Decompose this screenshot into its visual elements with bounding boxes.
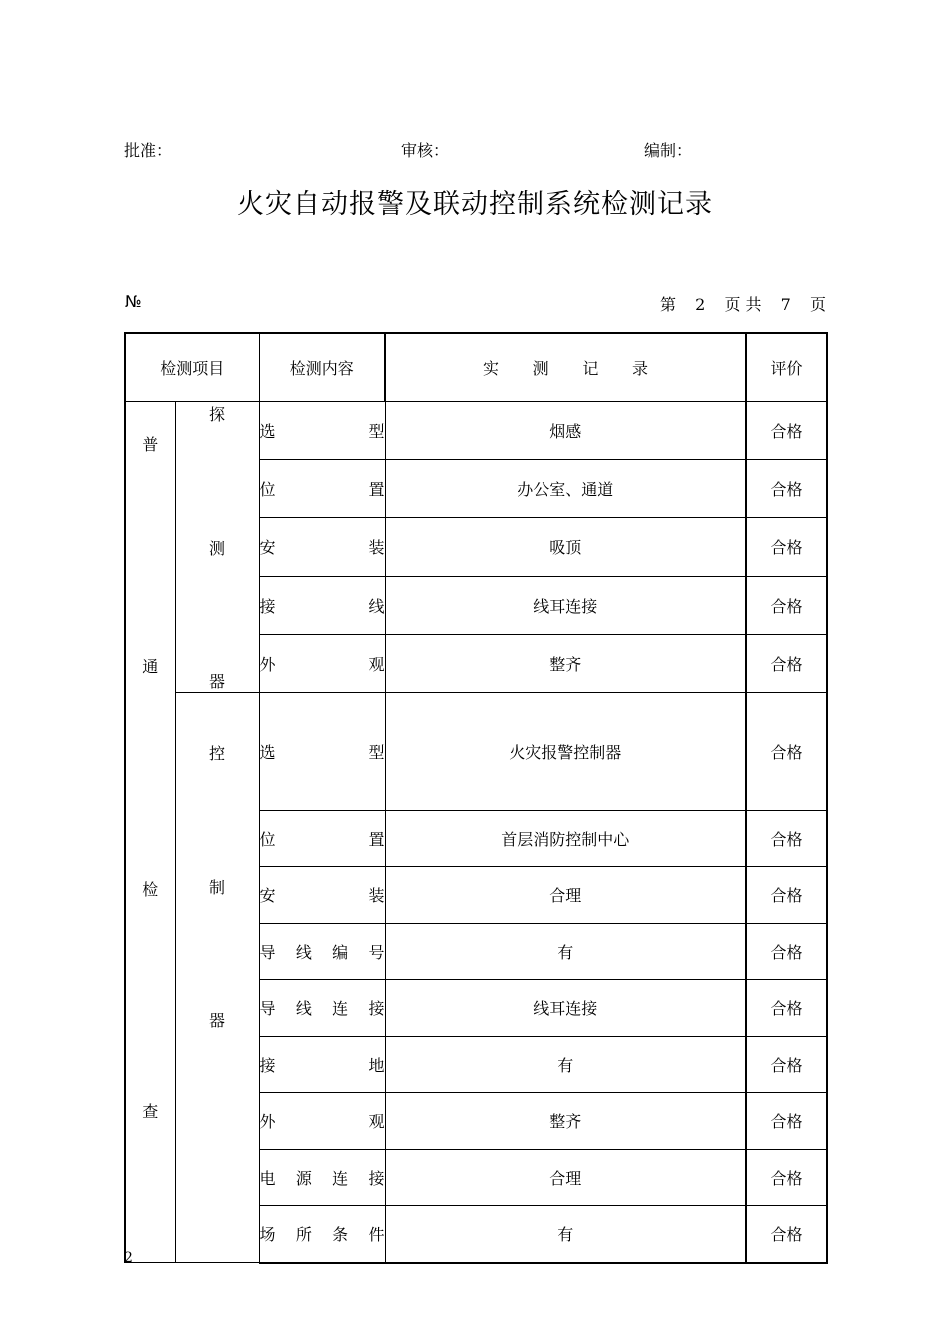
cell-content (259, 1036, 385, 1093)
cell-content (259, 867, 385, 924)
cell-content-char: 条 (332, 1225, 349, 1245)
subgroup-controller (175, 693, 259, 1263)
cell-content (259, 810, 385, 867)
cell-content-char: 观 (368, 1112, 385, 1132)
cell-content-char: 装 (368, 886, 385, 906)
prepare-label: 编制： (644, 141, 693, 160)
cell-content-char: 位 (259, 480, 276, 500)
cell-evaluation: 合格 (746, 576, 827, 634)
page-info-mid: 页 共 (724, 295, 762, 314)
cell-content (259, 518, 385, 576)
cell-content-char: 型 (368, 422, 385, 442)
cell-content-char: 连 (332, 1168, 349, 1188)
subgroup-detector-char: 探 (209, 405, 226, 424)
cell-record: 整齐 (385, 634, 746, 692)
cell-content-char: 接 (368, 1168, 385, 1188)
subgroup-controller-char: 器 (209, 1011, 226, 1030)
cell-content-char: 外 (259, 654, 276, 674)
cell-evaluation: 合格 (746, 867, 827, 924)
cell-content-char: 型 (368, 742, 385, 762)
cell-content-char: 电 (259, 1168, 276, 1188)
group-general-inspection-char: 检 (142, 879, 159, 899)
header-record-char: 测 (532, 359, 549, 378)
group-general-inspection-char: 通 (142, 657, 159, 677)
cell-content-char: 导 (259, 999, 276, 1019)
subgroup-controller-char: 制 (209, 877, 226, 897)
cell-record: 线耳连接 (385, 980, 746, 1037)
cell-content-char: 外 (259, 1112, 276, 1132)
cell-evaluation: 合格 (746, 634, 827, 692)
header-record-char: 记 (582, 359, 599, 378)
cell-content-char: 源 (295, 1168, 312, 1188)
page-info-current: 2 (695, 295, 706, 314)
cell-evaluation: 合格 (746, 402, 827, 460)
cell-record: 有 (385, 923, 746, 980)
review-label: 审核： (401, 141, 450, 160)
header-record-char: 录 (631, 359, 648, 378)
cell-content (259, 634, 385, 692)
cell-record: 办公室、通道 (385, 460, 746, 518)
cell-content (259, 1093, 385, 1150)
cell-content-char: 观 (368, 654, 385, 674)
cell-evaluation: 合格 (746, 810, 827, 867)
cell-evaluation: 合格 (746, 693, 827, 811)
subgroup-detector-char: 器 (209, 672, 226, 691)
cell-evaluation: 合格 (746, 518, 827, 576)
header-record (385, 333, 746, 402)
page-info-prefix: 第 (660, 295, 677, 314)
cell-content-char: 号 (368, 942, 385, 962)
cell-content-char: 接 (368, 999, 385, 1019)
table-row (125, 402, 827, 460)
cell-record: 首层消防控制中心 (385, 810, 746, 867)
page-info-total: 7 (780, 295, 791, 314)
cell-content-char: 所 (295, 1225, 312, 1245)
cell-record: 合理 (385, 1149, 746, 1206)
cell-record: 合理 (385, 867, 746, 924)
cell-content-char: 装 (368, 538, 385, 558)
cell-content (259, 923, 385, 980)
cell-record: 有 (385, 1036, 746, 1093)
cell-content (259, 402, 385, 460)
cell-content-char: 件 (368, 1225, 385, 1245)
cell-content-char: 选 (259, 742, 276, 762)
cell-record: 烟感 (385, 402, 746, 460)
cell-content-char: 安 (259, 538, 276, 558)
header-item: 检测项目 (125, 333, 259, 402)
inspection-table (124, 332, 828, 1264)
cell-content-char: 置 (368, 480, 385, 500)
table-header-row (125, 333, 827, 402)
cell-evaluation: 合格 (746, 1149, 827, 1206)
cell-content-char: 位 (259, 829, 276, 849)
cell-record: 吸顶 (385, 518, 746, 576)
page-info-suffix: 页 (809, 295, 826, 314)
cell-evaluation: 合格 (746, 1036, 827, 1093)
cell-evaluation: 合格 (746, 923, 827, 980)
record-number-label: № (125, 292, 142, 311)
header-content: 检测内容 (259, 333, 385, 402)
cell-content-char: 置 (368, 829, 385, 849)
cell-content (259, 460, 385, 518)
cell-content (259, 576, 385, 634)
cell-content-char: 安 (259, 886, 276, 906)
header-evaluation: 评价 (746, 333, 827, 402)
cell-content (259, 693, 385, 811)
subgroup-controller-char: 控 (209, 744, 226, 763)
cell-record: 线耳连接 (385, 576, 746, 634)
cell-record: 整齐 (385, 1093, 746, 1150)
group-general-inspection-char: 普 (142, 435, 159, 454)
cell-evaluation: 合格 (746, 980, 827, 1037)
cell-evaluation: 合格 (746, 1206, 827, 1263)
cell-content-char: 场 (259, 1225, 276, 1245)
cell-content-char: 连 (332, 999, 349, 1019)
footer-page-number: 2 (124, 1250, 133, 1266)
cell-evaluation: 合格 (746, 1093, 827, 1150)
cell-content-char: 线 (368, 596, 385, 616)
document-title: 火灾自动报警及联动控制系统检测记录 (237, 189, 713, 220)
group-general-inspection-char: 查 (142, 1101, 159, 1121)
page-info (660, 292, 826, 315)
cell-content-char: 接 (259, 596, 276, 616)
cell-content-char: 线 (295, 942, 312, 962)
cell-content-char: 地 (368, 1055, 385, 1075)
table-row (125, 693, 827, 811)
group-general-inspection (125, 402, 175, 1263)
cell-record: 有 (385, 1206, 746, 1263)
cell-content-char: 线 (295, 999, 312, 1019)
cell-content (259, 1149, 385, 1206)
subgroup-detector (175, 402, 259, 693)
cell-content-char: 选 (259, 422, 276, 442)
cell-evaluation: 合格 (746, 460, 827, 518)
cell-content (259, 1206, 385, 1263)
approve-label: 批准： (124, 141, 173, 160)
cell-content-char: 编 (332, 942, 349, 962)
cell-content (259, 980, 385, 1037)
cell-content-char: 接 (259, 1055, 276, 1075)
cell-content-char: 导 (259, 942, 276, 962)
header-record-char: 实 (483, 359, 500, 378)
subgroup-detector-char: 测 (209, 538, 226, 558)
cell-record: 火灾报警控制器 (385, 693, 746, 811)
